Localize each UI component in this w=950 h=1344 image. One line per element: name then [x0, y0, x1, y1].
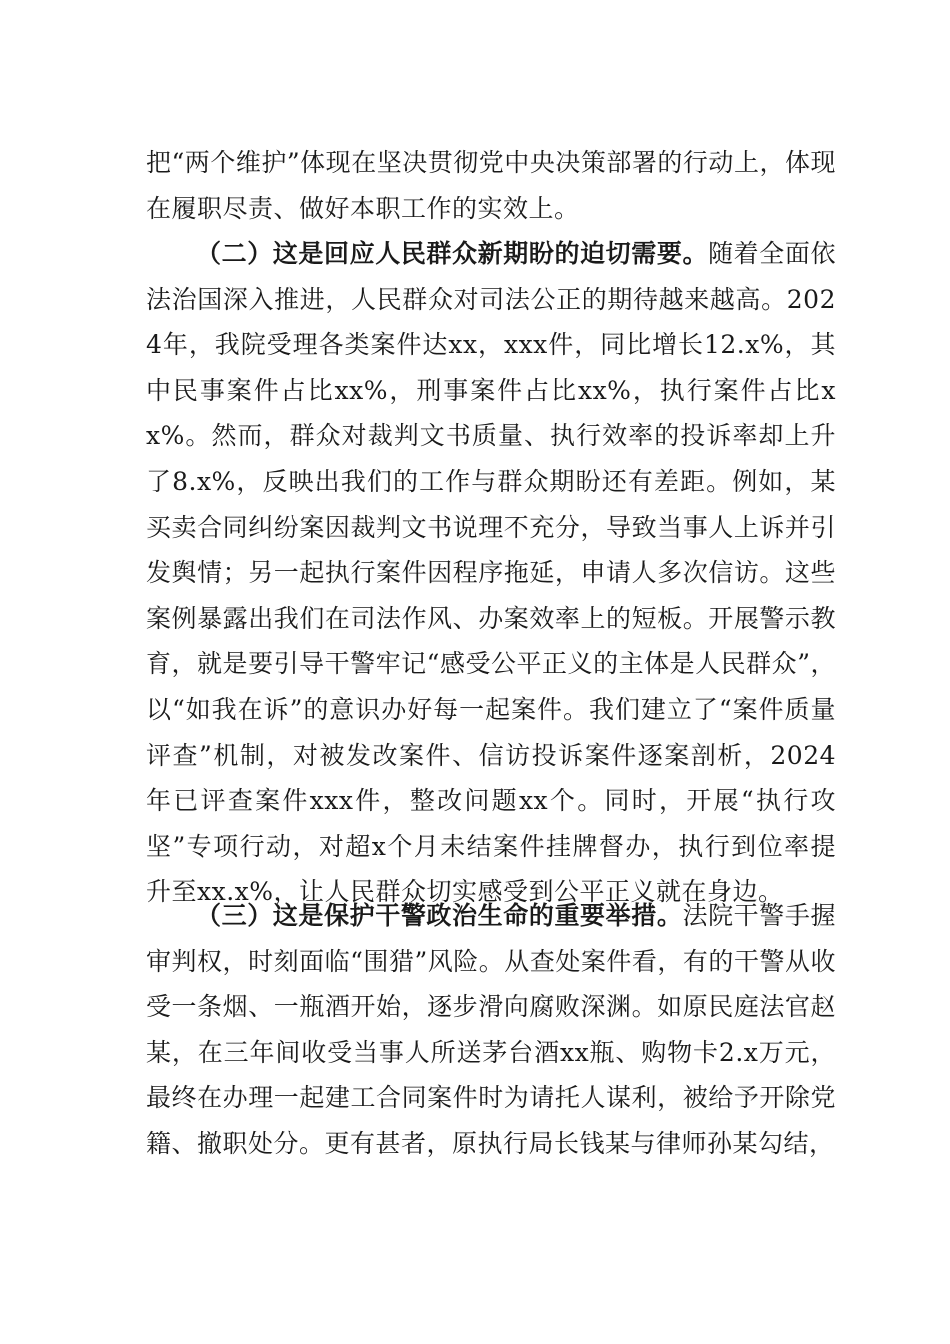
- paragraph-1: [146, 140, 836, 231]
- paragraph-3: [146, 893, 836, 1167]
- paragraph-3-body: 法院干警手握审判权，时刻面临“围猎”风险。从查处案件看，有的干警从收受一条烟、一瓶酒开始，逐步滑向腐败深渊。如原民庭法官赵某，在三年间收受当事人所送茅台酒xx瓶、购物卡2.x万元，最终在办理一起建工合同案件时为请托人谋利，被给予开除党籍、撤职处分。更有甚者，原执行局长钱某与律师孙某勾结，: [146, 901, 836, 1158]
- paragraph-3-heading: （三）这是保护干警政治生命的重要举措。: [196, 901, 683, 930]
- paragraph-2-heading: （二）这是回应人民群众新期盼的迫切需要。: [196, 239, 709, 268]
- paragraph-2-body: 随着全面依法治国深入推进，人民群众对司法公正的期待越来越高。2024年，我院受理各类案件达xx，xxx件，同比增长12.x%，其中民事案件占比xx%，刑事案件占比xx%，执行案件占比xx%。然而，群众对裁判文书质量、执行效率的投诉率却上升了8.x%，反映出我们的工作与群众期盼还有差距。例如，某买卖合同纠纷案因裁判文书说理不充分，导致当事人上诉并引发舆情；另一起执行案件因程序拖延，申请人多次信访。这些案例暴露出我们在司法作风、办案效率上的短板。开展警示教育，就是要引导干警牢记“感受公平正义的主体是人民群众”，以“如我在诉”的意识办好每一起案件。我们建立了“案件质量评查”机制，对被发改案件、信访投诉案件逐案剖析，2024年已评查案件xxx件，整改问题xx个。同时，开展“执行攻坚”专项行动，对超x个月未结案件挂牌督办，执行到位率提升至xx.x%，让人民群众切实感受到公平正义就在身边。: [146, 239, 836, 907]
- paragraph-2: [146, 231, 836, 915]
- paragraph-1-body: 把“两个维护”体现在坚决贯彻党中央决策部署的行动上，体现在履职尽责、做好本职工作的实效上。: [146, 148, 836, 223]
